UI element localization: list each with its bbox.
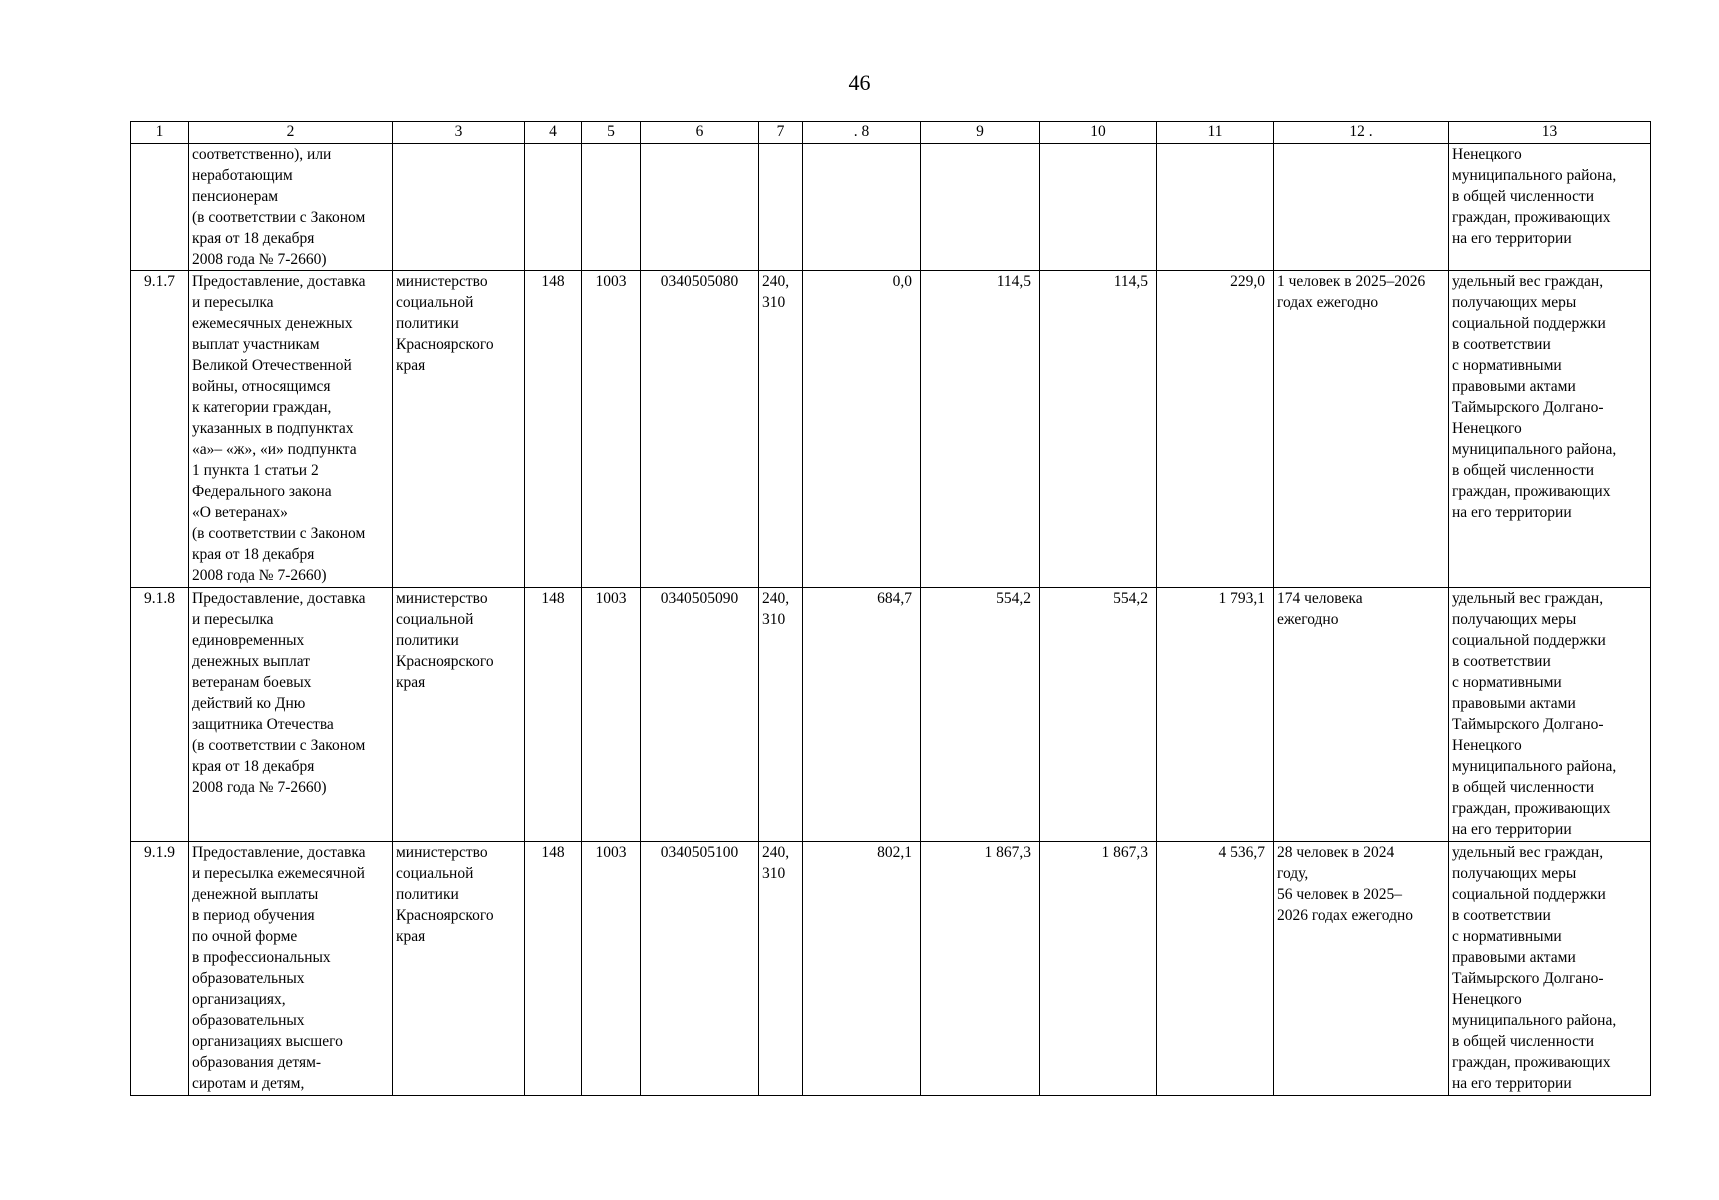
amount-col-9: 554,2 [921,588,1040,842]
table-row [131,588,1651,842]
column-header-4: 4 [525,122,582,144]
measure-number: 9.1.7 [131,271,189,588]
column-header-10: 10 [1040,122,1157,144]
section-code: 1003 [582,271,641,588]
measure-name: Предоставление, доставка и пересылка ежемесячных денежных выплат участникам Великой Отечественной войны, относящимся к категории граждан, указанных в подпунктах «а»– «ж», «и» подпункта 1 пункта 1 статьи 2 Федерального закона «О ветеранах» (в соответствии с Законом края от 18 декабря 2008 года № 7-2660) [189,271,393,588]
expected-result: 174 человека ежегодно [1274,588,1449,842]
measure-number: 9.1.8 [131,588,189,842]
responsible-org: министерство социальной политики Красноярского края [393,588,525,842]
indicator: Ненецкого муниципального района, в общей численности граждан, проживающих на его территории [1449,144,1651,271]
expected-result: 28 человек в 2024 году, 56 человек в 2025– 2026 годах ежегодно [1274,842,1449,1096]
amount-col-9: 114,5 [921,271,1040,588]
grbs-code: 148 [525,842,582,1096]
amount-col-10 [1040,144,1157,271]
indicator: удельный вес граждан, получающих меры социальной поддержки в соответствии с нормативными правовыми актами Таймырского Долгано- Ненецкого муниципального района, в общей численности граждан, проживающих на его территории [1449,588,1651,842]
amount-col-8: 0,0 [803,271,921,588]
amount-col-8: 684,7 [803,588,921,842]
amount-col-9 [921,144,1040,271]
expense-type-code: 240, 310 [759,588,803,842]
target-article-code: 0340505090 [641,588,759,842]
expected-result: 1 человек в 2025–2026 годах ежегодно [1274,271,1449,588]
table-row [131,271,1651,588]
column-header-12: 12 . [1274,122,1449,144]
expected-result [1274,144,1449,271]
column-header-2: 2 [189,122,393,144]
section-code [582,144,641,271]
amount-col-9: 1 867,3 [921,842,1040,1096]
measure-name: Предоставление, доставка и пересылка единовременных денежных выплат ветеранам боевых действий ко Дню защитника Отечества (в соответствии с Законом края от 18 декабря 2008 года № 7-2660) [189,588,393,842]
program-measures-table [130,121,1651,1096]
column-header-8: . 8 [803,122,921,144]
column-header-6: 6 [641,122,759,144]
indicator: удельный вес граждан, получающих меры социальной поддержки в соответствии с нормативными правовыми актами Таймырского Долгано- Ненецкого муниципального района, в общей численности граждан, проживающих на его территории [1449,271,1651,588]
expense-type-code: 240, 310 [759,842,803,1096]
measure-name: Предоставление, доставка и пересылка ежемесячной денежной выплаты в период обучения по очной форме в профессиональных образовательных организациях, образовательных организациях высшего образования детям- сиротам и детям, [189,842,393,1096]
column-header-11: 11 [1157,122,1274,144]
grbs-code: 148 [525,271,582,588]
section-code: 1003 [582,588,641,842]
column-header-13: 13 [1449,122,1651,144]
column-number-row [131,122,1651,144]
column-header-7: 7 [759,122,803,144]
amount-total: 1 793,1 [1157,588,1274,842]
amount-total [1157,144,1274,271]
column-header-3: 3 [393,122,525,144]
responsible-org: министерство социальной политики Красноярского края [393,271,525,588]
page-number: 46 [848,70,871,95]
target-article-code [641,144,759,271]
table-row [131,144,1651,271]
grbs-code [525,144,582,271]
amount-col-10: 114,5 [1040,271,1157,588]
expense-type-code [759,144,803,271]
grbs-code: 148 [525,588,582,842]
column-header-5: 5 [582,122,641,144]
amount-col-10: 1 867,3 [1040,842,1157,1096]
target-article-code: 0340505080 [641,271,759,588]
amount-col-8: 802,1 [803,842,921,1096]
responsible-org [393,144,525,271]
table-row [131,842,1651,1096]
measure-number [131,144,189,271]
section-code: 1003 [582,842,641,1096]
amount-total: 229,0 [1157,271,1274,588]
indicator: удельный вес граждан, получающих меры социальной поддержки в соответствии с нормативными правовыми актами Таймырского Долгано- Ненецкого муниципального района, в общей численности граждан, проживающих на его территории [1449,842,1651,1096]
responsible-org: министерство социальной политики Красноярского края [393,842,525,1096]
measure-number: 9.1.9 [131,842,189,1096]
amount-total: 4 536,7 [1157,842,1274,1096]
amount-col-10: 554,2 [1040,588,1157,842]
expense-type-code: 240, 310 [759,271,803,588]
amount-col-8 [803,144,921,271]
column-header-1: 1 [131,122,189,144]
measure-name: соответственно), или неработающим пенсионерам (в соответствии с Законом края от 18 декабря 2008 года № 7-2660) [189,144,393,271]
column-header-9: 9 [921,122,1040,144]
target-article-code: 0340505100 [641,842,759,1096]
